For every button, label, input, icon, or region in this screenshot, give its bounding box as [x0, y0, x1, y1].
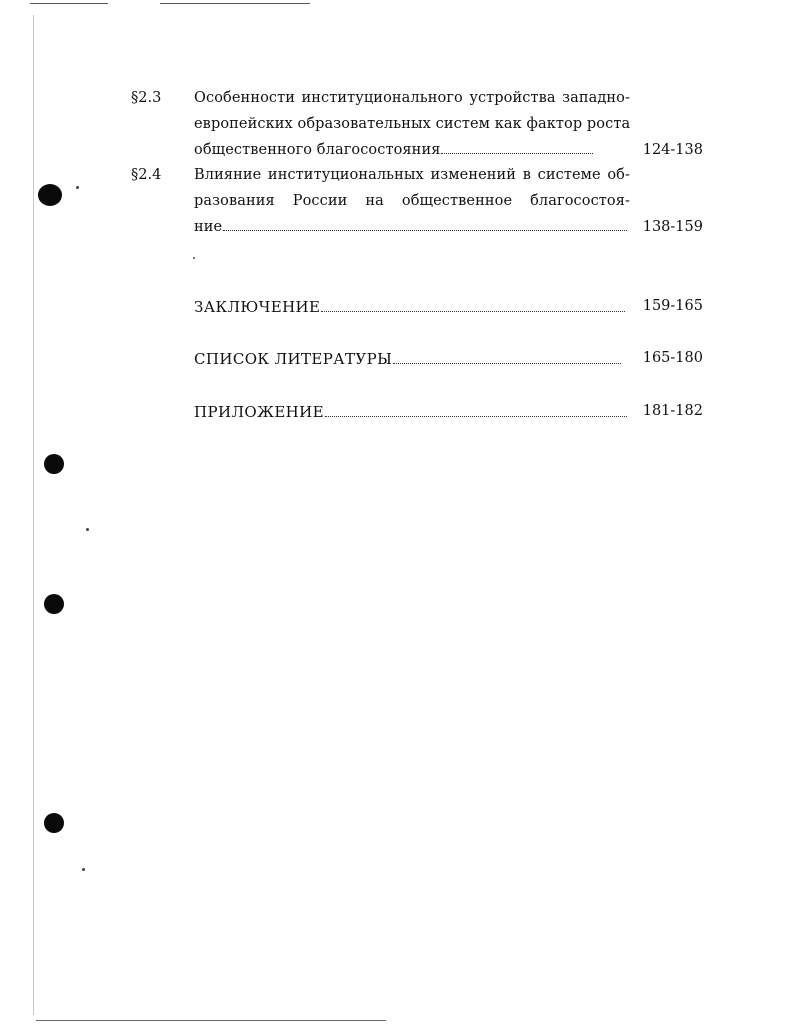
section-title-line-3: ние: [194, 219, 630, 235]
section-title-line-3: общественного благосостояния: [194, 142, 596, 158]
section-number: §2.3: [131, 90, 162, 106]
page-range: 138-159: [642, 219, 703, 235]
page-range: 159-165: [642, 298, 703, 314]
scan-speck: [76, 186, 79, 189]
page-range: 165-180: [642, 350, 703, 366]
scan-speck: [82, 868, 85, 871]
dot-leader: [223, 229, 627, 231]
scan-edge-left: [33, 15, 34, 1015]
dot-leader: [441, 152, 593, 154]
punch-hole-2: [44, 454, 64, 474]
punch-hole-3: [44, 594, 64, 614]
punch-hole-4: [44, 813, 64, 833]
section-number: §2.4: [131, 167, 162, 183]
chapter-title: СПИСОК ЛИТЕРАТУРЫ: [194, 350, 624, 368]
scan-edge-top-right: [160, 3, 310, 4]
chapter-title: ПРИЛОЖЕНИЕ: [194, 403, 630, 421]
punch-hole-1: [38, 184, 62, 206]
section-title-line-1: Особенности институционального устройства западно-: [194, 90, 630, 106]
page-range: 124-138: [642, 142, 703, 158]
dot-leader: [325, 415, 627, 417]
chapter-title: ЗАКЛЮЧЕНИЕ: [194, 298, 628, 316]
dot-leader: [321, 310, 625, 312]
section-title-line-2: разования России на общественное благосостоя-: [194, 193, 630, 209]
dot-leader: [393, 362, 621, 364]
scan-speck: [86, 528, 89, 531]
section-title-line-1: Влияние институциональных изменений в системе об-: [194, 167, 630, 183]
page-range: 181-182: [642, 403, 703, 419]
section-title-line-2: европейских образовательных систем как фактор роста: [194, 116, 631, 132]
scan-edge-bottom: [36, 1020, 386, 1021]
scan-speck: [193, 257, 195, 259]
scan-edge-top-left: [30, 3, 108, 4]
